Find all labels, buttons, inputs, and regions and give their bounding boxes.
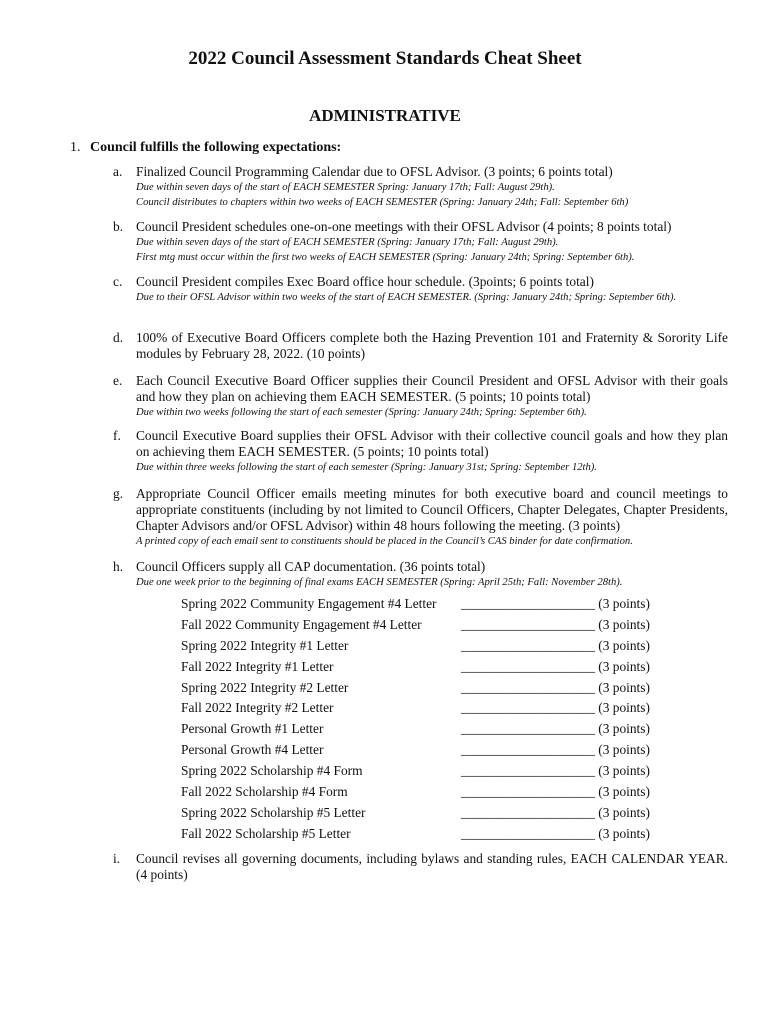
item-note: Due one week prior to the beginning of final exams EACH SEMESTER (Spring: April 25th; Fall: November 28th). <box>136 577 623 588</box>
item-text: Each Council Executive Board Officer supplies their Council President and OFSL Advisor with their goals and how they plan on achieving them EACH SEMESTER. (5 points; 10 points total) <box>136 373 728 404</box>
item-note: A printed copy of each email sent to constituents should be placed in the Council’s CAS binder for date confirmation. <box>136 536 633 547</box>
item-note: Council distributes to chapters within two weeks of EACH SEMESTER (Spring: January 24th; Fall: September 6th) <box>136 197 629 208</box>
item-letter: b. <box>113 219 124 234</box>
item-note: Due to their OFSL Advisor within two weeks of the start of EACH SEMESTER. (Spring: January 24th; Spring: September 6th). <box>136 292 677 303</box>
cap-letter-name: Spring 2022 Integrity #1 Letter <box>181 637 349 653</box>
cap-letter-row <box>181 680 681 701</box>
list-item <box>113 486 728 549</box>
cap-letter-name: Spring 2022 Scholarship #5 Letter <box>181 804 366 820</box>
cap-letter-name: Spring 2022 Integrity #2 Letter <box>181 679 349 695</box>
item-text: Council President schedules one-on-one meetings with their OFSL Advisor (4 points; 8 points total) <box>136 219 672 234</box>
cap-letter-row <box>181 596 681 617</box>
item-letter: a. <box>113 164 123 179</box>
item-note: Due within seven days of the start of EACH SEMESTER (Spring: January 17th; Fall: August 29th). <box>136 237 559 248</box>
cap-letter-points: ____________________ (3 points) <box>461 721 650 737</box>
item-letter: i. <box>113 851 121 866</box>
list-item <box>113 428 728 475</box>
cap-letter-points: ____________________ (3 points) <box>461 616 650 632</box>
cap-letter-points: ____________________ (3 points) <box>461 825 650 841</box>
item-text: Council Officers supply all CAP documentation. (36 points total) <box>136 559 486 574</box>
section-heading: ADMINISTRATIVE <box>309 106 461 125</box>
item-text: 100% of Executive Board Officers complete both the Hazing Prevention 101 and Fraternity & Sorority Life modules by February 28, 2022. (10 points) <box>136 330 728 361</box>
cap-letter-name: Fall 2022 Integrity #2 Letter <box>181 700 334 716</box>
item-letter: f. <box>113 428 121 443</box>
cap-letter-row <box>181 805 681 826</box>
list-item <box>113 219 728 265</box>
cap-letter-list <box>181 596 681 847</box>
item-letter: h. <box>113 559 124 574</box>
item-letter: c. <box>113 274 123 289</box>
item-note: First mtg must occur within the first two weeks of EACH SEMESTER (Spring: January 24th; Spring: September 6th). <box>136 252 635 263</box>
cap-letter-name: Fall 2022 Community Engagement #4 Letter <box>181 616 422 632</box>
item-text: Council President compiles Exec Board office hour schedule. (3points; 6 points total) <box>136 274 594 289</box>
cap-letter-points: ____________________ (3 points) <box>461 700 650 716</box>
page-title: 2022 Council Assessment Standards Cheat Sheet <box>188 48 582 69</box>
item-note: Due within two weeks following the start of each semester (Spring: January 24th; Spring: September 6th). <box>136 407 587 418</box>
item-text: Council Executive Board supplies their OFSL Advisor with their collective council goals and how they plan on achieving them EACH SEMESTER. (5 points; 10 points total) <box>136 428 728 459</box>
cap-letter-name: Fall 2022 Scholarship #4 Form <box>181 784 348 800</box>
cap-letter-row <box>181 638 681 659</box>
item-text: Council revises all governing documents, including bylaws and standing rules, EACH CALENDAR YEAR. (4 points) <box>136 851 728 882</box>
intro-number: 1. <box>70 140 81 155</box>
cap-letter-points: ____________________ (3 points) <box>461 679 650 695</box>
cap-letter-row <box>181 763 681 784</box>
cap-letter-name: Fall 2022 Integrity #1 Letter <box>181 658 334 674</box>
cap-letter-points: ____________________ (3 points) <box>461 742 650 758</box>
cap-letter-points: ____________________ (3 points) <box>461 763 650 779</box>
cap-letter-points: ____________________ (3 points) <box>461 804 650 820</box>
cap-letter-name: Fall 2022 Scholarship #5 Letter <box>181 825 351 841</box>
cap-letter-row <box>181 784 681 805</box>
cap-letter-name: Personal Growth #1 Letter <box>181 721 324 737</box>
item-note: Due within three weeks following the start of each semester (Spring: January 31st; Spring: September 12th). <box>136 462 597 473</box>
item-letter: d. <box>113 330 124 345</box>
cap-letter-points: ____________________ (3 points) <box>461 596 650 611</box>
item-text: Appropriate Council Officer emails meeting minutes for both executive board and council meetings to appropriate constituents (including by not limited to Council Officers, Chapter Delegates, Chapter Presidents, Chapter Advisors and/or OFSL Advisor) within 48 hours following the meeting. (3 points) <box>136 486 728 533</box>
cap-letter-points: ____________________ (3 points) <box>461 637 650 653</box>
cap-letter-name: Personal Growth #4 Letter <box>181 742 324 758</box>
list-item <box>113 274 728 305</box>
item-note: Due within seven days of the start of EACH SEMESTER Spring: January 17th; Fall: August 29th). <box>136 182 555 193</box>
item-letter: e. <box>113 373 123 388</box>
item-letter: g. <box>113 486 124 501</box>
cap-letter-row <box>181 659 681 680</box>
cap-letter-row <box>181 721 681 742</box>
list-item <box>113 330 728 362</box>
list-item <box>113 559 728 590</box>
intro-text: Council fulfills the following expectations: <box>90 140 342 155</box>
list-item <box>113 164 728 210</box>
cap-letter-row <box>181 826 681 847</box>
cap-letter-points: ____________________ (3 points) <box>461 658 650 674</box>
cap-letter-row <box>181 617 681 638</box>
cap-letter-name: Spring 2022 Community Engagement #4 Letter <box>181 596 437 611</box>
item-text: Finalized Council Programming Calendar due to OFSL Advisor. (3 points; 6 points total) <box>136 164 613 179</box>
cap-letter-name: Spring 2022 Scholarship #4 Form <box>181 763 363 779</box>
list-item <box>113 851 728 883</box>
cap-letter-row <box>181 742 681 763</box>
cap-letter-points: ____________________ (3 points) <box>461 784 650 800</box>
intro-line <box>70 140 341 156</box>
list-item <box>113 373 728 420</box>
cap-letter-row <box>181 700 681 721</box>
